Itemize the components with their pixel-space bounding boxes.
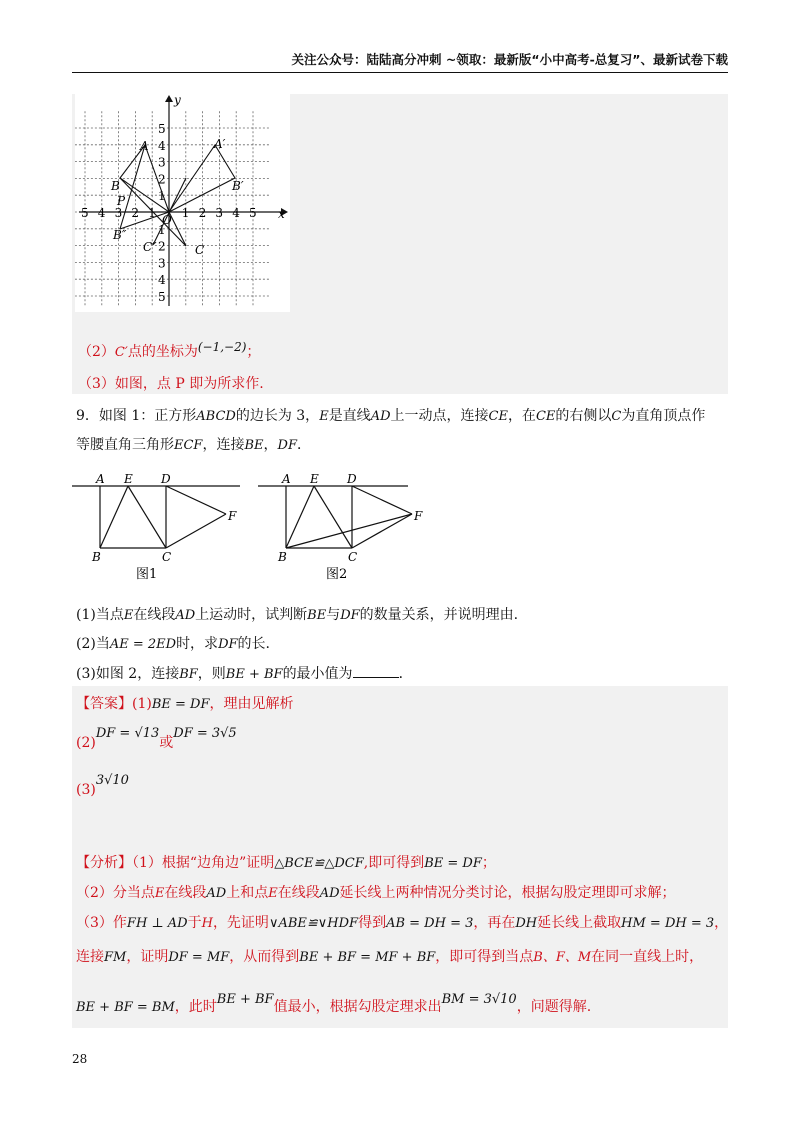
question-9-sub-3: (3)如图 2，连接BF，则BE + BF的最小值为 ．	[76, 666, 413, 682]
question-9-sub-1: (1)当点E在线段AD上运动时，试判断BE与DF的数量关系，并说明理由.	[76, 607, 519, 623]
svg-text:A: A	[96, 472, 105, 486]
analysis-line-5: BE + BF = BM，此时BE + BF值最小，根据勾股定理求出BM = 3√10，问题得解.	[76, 992, 592, 1015]
y-tick-label: 5	[158, 122, 166, 136]
answer-line-2: (2)DF = √13或DF = 3√5	[76, 726, 237, 751]
x-tick-label: 5	[81, 206, 89, 220]
analysis-line-1: 【分析】（1）根据“边角边”证明△BCE≌△DCF,即可得到BE = DF；	[76, 855, 496, 871]
analysis-line-2: （2）分当点E在线段AD上和点E在线段AD延长线上两种情况分类讨论，根据勾股定理即可求解；	[76, 885, 676, 901]
svg-text:C: C	[162, 550, 172, 564]
figure-1	[70, 468, 250, 583]
svg-text:D: D	[161, 472, 171, 486]
point-label-c2: C″	[143, 240, 157, 254]
question-9-sub-2: (2)当AE = 2ED时，求DF的长.	[76, 636, 270, 652]
x-tick-label: 3	[114, 206, 123, 220]
y-tick-label: 4	[158, 138, 166, 153]
y-tick-label: 4	[158, 273, 166, 288]
x-tick-label: 4	[97, 206, 106, 220]
x-tick-label: 2	[198, 206, 207, 220]
point-label-b: B	[111, 179, 120, 193]
figure-2	[256, 468, 436, 583]
point-label-p: P	[117, 194, 126, 208]
svg-text:F: F	[228, 509, 237, 523]
point-label-a: A	[140, 139, 149, 153]
x-tick-label: 4	[232, 206, 240, 220]
svg-text:F: F	[414, 509, 423, 523]
y-tick-label: 5	[158, 290, 166, 304]
svg-text:E: E	[310, 472, 319, 486]
x-tick-label: 5	[249, 206, 257, 220]
y-tick-label: 3	[158, 256, 166, 271]
y-tick-label: 2	[158, 239, 166, 254]
svg-text:E: E	[124, 472, 133, 486]
point-label-a1: A′	[214, 137, 226, 151]
prev-answer-line-3: （3）如图，点 P 即为所求作.	[78, 376, 264, 392]
point-label-b2: B″	[113, 228, 127, 242]
y-tick-label: 1	[158, 189, 166, 204]
y-tick-label: 2	[158, 172, 166, 187]
x-tick-label: 2	[131, 206, 140, 220]
point-label-c: C	[195, 243, 205, 257]
svg-text:A: A	[282, 472, 291, 486]
svg-text:B: B	[278, 550, 287, 564]
analysis-line-3: （3）作FH ⊥ AD于H，先证明∨ABE≌∨HDF得到AB = DH = 3，再在DH延长线上截取HM = DH = 3，	[76, 915, 729, 931]
svg-text:C: C	[348, 550, 358, 564]
x-tick-label: 3	[215, 206, 224, 220]
y-tick-label: 3	[158, 155, 166, 170]
x-axis-label: x	[278, 207, 285, 221]
header-rule	[72, 72, 728, 73]
origin-label: O	[162, 213, 172, 227]
answer-line-1: 【答案】(1)BE = DF，理由见解析	[76, 696, 294, 712]
figure-1-caption: 图1	[136, 567, 158, 582]
y-axis-label: y	[174, 94, 181, 107]
x-tick-label: 1	[181, 206, 190, 220]
answer-line-3: (3)3√10	[76, 773, 129, 798]
svg-text:B: B	[92, 550, 101, 564]
figure-2-caption: 图2	[326, 567, 348, 582]
question-9-line-2: 等腰直角三角形ECF，连接BE，DF．	[76, 437, 311, 453]
svg-text:D: D	[347, 472, 357, 486]
point-label-b1: B′	[232, 179, 244, 193]
page-number: 28	[72, 1052, 88, 1066]
answer-blank	[353, 665, 399, 678]
x-tick-label: 1	[148, 206, 156, 220]
page-header: 关注公众号：陆陆高分冲刺 ~领取：最新版“小中高考-总复习”、最新试卷下载	[291, 52, 728, 67]
analysis-line-4: 连接FM，证明DF = MF，从而得到BE + BF = MF + BF，即可得到当点B、F、M在同一直线上时，	[76, 949, 704, 965]
prev-answer-line-2: （2）C′点的坐标为(−1,−2)；	[78, 340, 261, 360]
coordinate-graph	[75, 94, 290, 312]
question-9-line-1: 9．如图 1：正方形ABCD的边长为 3，E是直线AD上一动点，连接CE，在CE的右侧以C为直角顶点作	[76, 408, 706, 424]
y-tick-label: 1	[158, 222, 166, 237]
